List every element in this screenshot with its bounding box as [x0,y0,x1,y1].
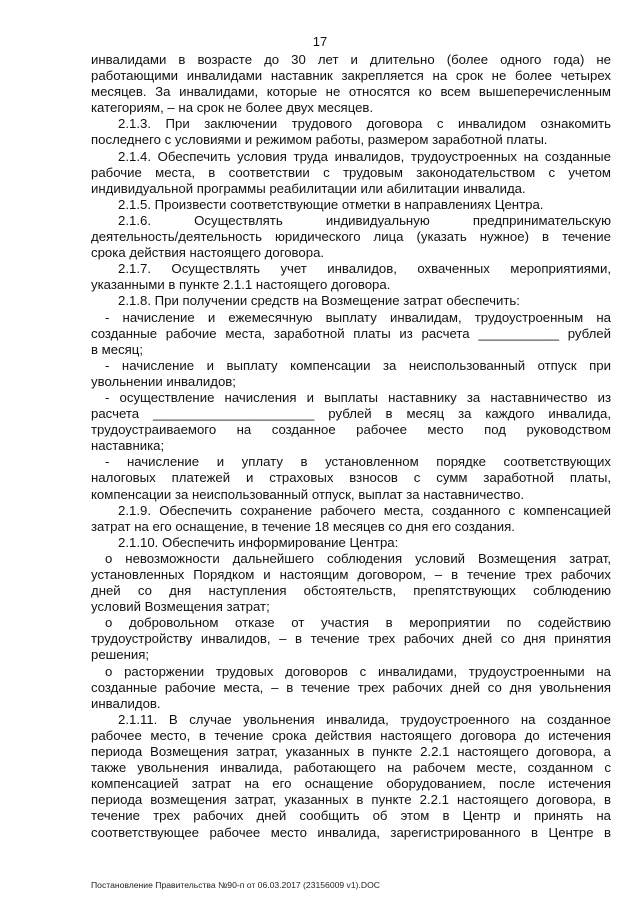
text-line: о невозможности дальнейшего соблюдения условий Возмещения затрат, [105,550,611,566]
text-line: 2.1.10. Обеспечить информирование Центра: [118,534,399,550]
document-footer: Постановление Правительства №90-п от 06.03.2017 (23156009 v1).DOC [91,880,380,890]
text-line: рабочее место, в течение срока действия настоящего договора до истечения [91,727,611,743]
text-line: трудоустраиваемого на созданное рабочее место под руководством [91,422,611,438]
text-line: налоговых платежей и страховых взносов с сумм заработной платы, [91,470,611,486]
text-line: - начисление и выплату компенсации за неиспользованный отпуск при [105,357,611,373]
text-line: трудоустройству инвалидов, – в течение трех рабочих дней со дня принятия [91,631,611,647]
text-line: течение трех рабочих дней сообщить об этом в Центр и принять на [91,808,611,824]
text-line: - начисление и ежемесячную выплату инвалидам, трудоустроенным на [105,309,611,325]
page-number: 17 [312,34,328,49]
text-line: указанными в пункте 2.1.1 настоящего договора. [91,277,391,293]
text-line: 2.1.11. В случае увольнения инвалида, трудоустроенного на созданное [118,711,611,727]
text-line: периода возмещения затрат, указанных в пункте 2.2.1 настоящего договора, в [91,792,611,808]
text-line: срока действия настоящего договора. [91,245,325,261]
text-line: также увольнения инвалида, работающего на рабочем месте, созданном с [91,760,611,776]
text-line: условий Возмещения затрат; [91,599,270,615]
text-line: 2.1.5. Произвести соответствующие отметки в направлениях Центра. [118,196,544,212]
text-line: затрат на его оснащение, в течение 18 месяцев со дня его создания. [91,518,515,534]
text-line: расчета ______________________ рублей в месяц за каждого инвалида, [91,406,611,422]
text-line: наставника; [91,438,165,454]
text-line: о расторжении трудовых договоров с инвалидами, трудоустроенными на [105,663,611,679]
text-line: - осуществление начисления и выплаты наставнику за наставничество из [105,389,611,405]
text-line: 2.1.6. Осуществлять индивидуальную предпринимательскую [118,212,611,228]
document-body [91,52,611,841]
text-line: периода Возмещения затрат, указанных в пункте 2.2.1 настоящего договора, а [91,744,611,760]
text-line: инвалидов. [91,695,161,711]
text-line: месяцев. За инвалидами, которые не относятся ко всем вышеперечисленным [91,84,611,100]
text-line: 2.1.8. При получении средств на Возмещение затрат обеспечить: [118,293,520,309]
text-line: соответствующее рабочее место инвалида, зарегистрированного в Центре в [91,824,611,840]
text-line: работающими инвалидами наставник закрепляется на срок не более четырех [91,68,611,84]
text-line: рабочие места, в соответствии с трудовым законодательством с учетом [91,164,611,180]
text-line: деятельность/деятельность юридического лица (указать нужное) в течение [91,229,611,245]
text-line: 2.1.7. Осуществлять учет инвалидов, охваченных мероприятиями, [118,261,611,277]
text-line: компенсацией затрат на его оснащение оборудованием, после истечения [91,776,611,792]
text-line: - начисление и уплату в установленном порядке соответствующих [105,454,611,470]
text-line: созданные рабочие места, заработной платы из расчета ___________ рублей [91,325,611,341]
text-line: 2.1.3. При заключении трудового договора с инвалидом ознакомить [118,116,611,132]
text-line: увольнении инвалидов; [91,373,236,389]
text-line: в месяц; [91,341,144,357]
text-line: компенсации за неиспользованный отпуск, выплат за наставничество. [91,486,525,502]
text-line: 2.1.9. Обеспечить сохранение рабочего места, созданного с компенсацией [118,502,611,518]
text-line: созданные рабочие места, – в течение трех рабочих дней со дня увольнения [91,679,611,695]
text-line: последнего с условиями и режимом работы, размером заработной платы. [91,132,548,148]
text-line: установленных Порядком и настоящим договором, – в течение трех рабочих [91,567,611,582]
text-line: индивидуальной программы реабилитации или абилитации инвалида. [91,180,526,196]
text-line: решения; [91,647,150,663]
text-line: 2.1.4. Обеспечить условия труда инвалидов, трудоустроенных на созданные [118,148,611,164]
text-line: о добровольном отказе от участия в мероприятии по содействию [105,615,611,631]
text-line: категориям, – на срок не более двух месяцев. [91,100,374,116]
text-line: инвалидами в возрасте до 30 лет и длительно (более одного года) не [91,52,611,67]
text-line: дней со дня наступления обстоятельств, препятствующих соблюдению [91,583,611,599]
